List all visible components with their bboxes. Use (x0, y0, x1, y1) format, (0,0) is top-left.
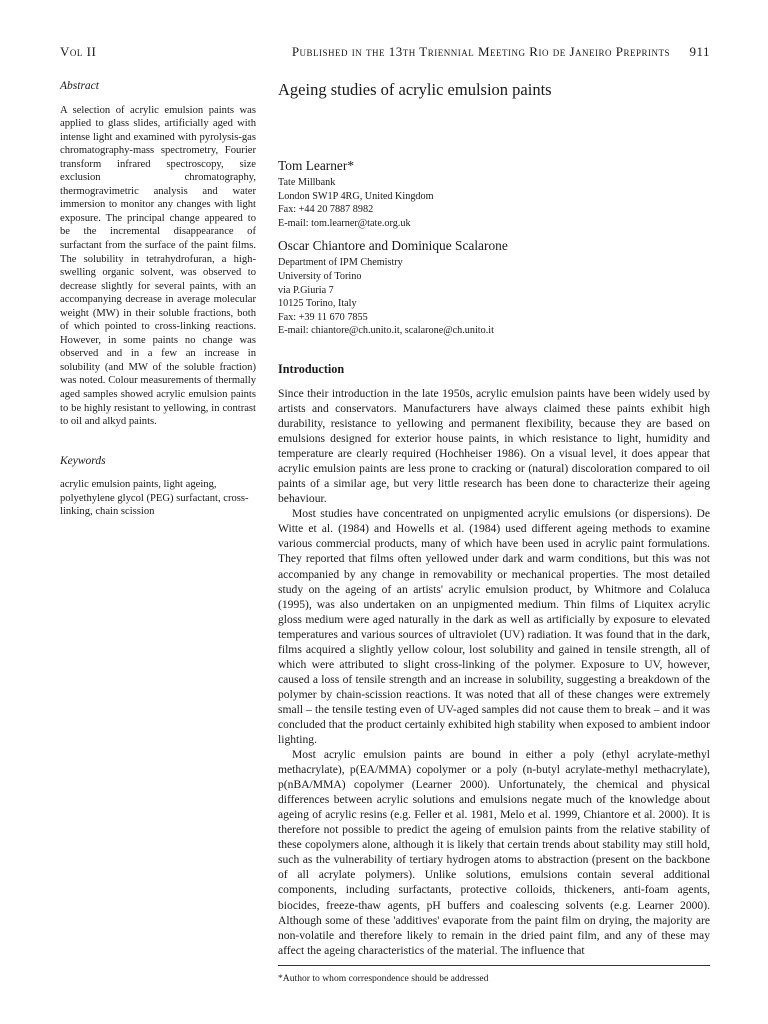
keywords-heading: Keywords (60, 454, 106, 467)
affiliation-line: Fax: +39 11 670 7855 (278, 311, 368, 323)
affiliation-line: E-mail: chiantore@ch.unito.it, scalarone@ch.unito.it (278, 325, 494, 337)
affiliation-line: University of Torino (278, 270, 362, 282)
abstract-heading: Abstract (60, 80, 99, 92)
paragraph: Most acrylic emulsion paints are bound in either a poly (ethyl acrylate-methyl methacrylate), p(EA/MMA) copolymer or a poly (n-butyl acrylate-methyl methacrylate), p(nBA/MMA) copolymer (Learner 2000). Unfortunately, the chemical and physical differences between acrylic solutions and emulsions negate much of the knowledge about ageing of acrylic resins (e.g. Feller et al. 1981, Melo et al. 1999, Chiantore et al. 2000). It is therefore not possible to predict the ageing of emulsion paints from the relative stability of these copolymers alone, although it is likely that certain trends about stability may still hold, such as the vulnerability of tertiary hydrogen atoms to abstraction (present on the backbone of all acrylate polymers). Unlike solutions, emulsions contain several additional components, including surfactants, protective colloids, thickeners, anti-foam agents, biocides, freeze-thaw agents, pH buffers and coalescing solvents (e.g. Learner 2000). Although some of these 'additives' evaporate from the paint film on drying, the majority are non-volatile and therefore likely to remain in the dried paint film, and any of these may affect the ageing characteristics of the material. The influence that (278, 748, 710, 957)
affiliation-line: 10125 Torino, Italy (278, 298, 357, 310)
sidebar-column (60, 80, 256, 519)
affiliation-line: London SW1P 4RG, United Kingdom (278, 190, 434, 202)
article-title: Ageing studies of acrylic emulsion paints (278, 80, 552, 99)
paragraph: Most studies have concentrated on unpigmented acrylic emulsions (or dispersions). De Witte et al. (1984) and Howells et al. (1984) used different ageing methods to examine various commercial products, many of which have been used in acrylic paint formulations. They reported that films often yellowed under dark and warm conditions, but this was not accompanied by any change in removability or mechanical properties. The most detailed study on the ageing of an artists' acrylic emulsion product, by Whitmore and Colaluca (1995), was also undertaken on an unpigmented medium. Thin films of Liquitex acrylic gloss medium were aged naturally in the dark as well as artificially by exposure to elevated temperatures and various sources of ultraviolet (UV) radiation. It was found that in the dark, films acquired a slightly yellow colour, lost solubility and gained in tensile strength, all of which were attributed to slight cross-linking of the polymer. Exposure to UV, however, caused a loss of tensile strength and an increase in solubility, suggesting a breakdown of the polymer by chain-scission reactions. It was noted that all of these changes were extremely small – the tensile testing even of UV-aged samples did not cause them to break – and it was concluded that the product certainly exhibited high stability when exposed to ambient indoor lighting. (278, 507, 710, 747)
footnote-divider (278, 965, 710, 966)
publication-label: Published in the 13th Triennial Meeting Rio de Janeiro Preprints (291, 44, 670, 59)
volume-label: Vol II (60, 44, 97, 59)
author-2-affiliation (278, 256, 710, 338)
affiliation-line: via P.Giuria 7 (278, 284, 334, 296)
paragraph: Since their introduction in the late 1950s, acrylic emulsion paints have been widely used by artists and conservators. Manufacturers have always claimed these paints exhibit high durability, resistance to yellowing and permanent flexibility, because they are based on emulsions designed for exterior house paints, in which resistance to light, humidity and temperature are clearly required (Hochheiser 1986). On a visual level, it does appear that acrylic emulsion paints are less prone to cracking or (natural) discoloration compared to oil paints of a similar age, but very little research has been done to characterize their ageing behaviour. (278, 386, 710, 506)
author-1-name: Tom Learner* (278, 158, 355, 173)
affiliation-line: Fax: +44 20 7887 8982 (278, 204, 374, 216)
introduction-body (278, 386, 710, 958)
keywords-text: acrylic emulsion paints, light ageing, polyethylene glycol (PEG) surfactant, cross-linking, chain scission (60, 479, 249, 518)
footnote: *Author to whom correspondence should be addressed (278, 972, 489, 984)
author-2-name: Oscar Chiantore and Dominique Scalarone (278, 238, 508, 254)
main-column (278, 80, 710, 984)
affiliation-line: Department of IPM Chemistry (278, 257, 403, 269)
abstract-text: A selection of acrylic emulsion paints was applied to glass slides, artificially aged with intense light and examined with pyrolysis-gas chromatography-mass spectrometry, Fourier transform infrared spectroscopy, size exclusion chromatography, thermogravimetric analysis and water immersion to monitor any changes with light exposure. The principal change appeared to be the incremental disappearance of surfactant from the surface of the paint films. The solubility in tetrahydrofuran, a high-swelling organic solvent, was observed to decrease slightly for several paints, with an accompanying decrease in average molecular weight (MW) in their soluble fractions, both of which pointed to cross-linking reactions. However, in some paints no change was observed and in a few an increase in solubility (and MW of the soluble fraction) was noted. Colour measurements of thermally aged samples showed acrylic emulsion paints to be highly resistant to yellowing, in contrast to oil and alkyd paints. (60, 104, 256, 428)
author-1-affiliation (278, 176, 710, 230)
affiliation-line: E-mail: tom.learner@tate.org.uk (278, 217, 411, 229)
introduction-heading: Introduction (278, 361, 345, 376)
page-number: 911 (689, 44, 710, 59)
affiliation-line: Tate Millbank (278, 177, 336, 188)
